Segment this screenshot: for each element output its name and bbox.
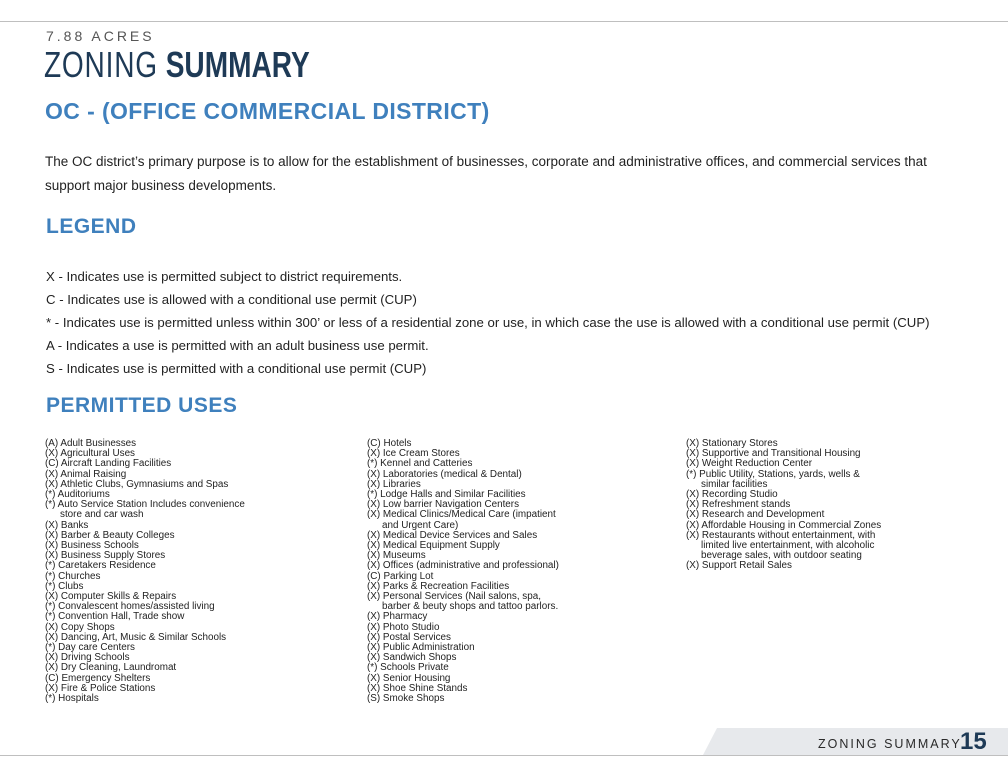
use-item: (*) Convention Hall, Trade show (45, 611, 185, 623)
uses-column-1 (45, 439, 245, 704)
use-item: (X) Parks & Recreation Facilities (367, 580, 510, 592)
use-item: (X) Medical Equipment Supply (367, 540, 500, 552)
use-item: (*) Lodge Halls and Similar Facilities (367, 489, 526, 501)
use-item: (X) Copy Shops (45, 621, 115, 633)
use-item: (X) Ice Cream Stores (367, 448, 460, 460)
use-item-continuation: and Urgent Care) (382, 519, 459, 531)
legend-item: S - Indicates use is permitted with a conditional use permit (CUP) (46, 361, 427, 376)
use-item: (X) Driving Schools (45, 652, 130, 664)
use-item: (X) Banks (45, 519, 89, 531)
use-item: (C) Parking Lot (367, 570, 434, 582)
use-item: (X) Recording Studio (686, 489, 778, 501)
use-item: (X) Fire & Police Stations (45, 682, 156, 694)
use-item: (X) Athletic Clubs, Gymnasiums and Spas (45, 478, 229, 490)
legend-item: * - Indicates use is permitted unless within 300’ or less of a residential zone or use, in which case the use is allowed with a conditional use permit (CUP) (46, 315, 930, 330)
legend-item: A - Indicates a use is permitted with an adult business use permit. (46, 338, 429, 353)
use-item: (*) Public Utility, Stations, yards, wells & (686, 468, 860, 480)
page-title (44, 43, 310, 87)
use-item: (X) Business Supply Stores (45, 550, 166, 562)
use-item: (A) Adult Businesses (45, 438, 137, 449)
use-item: (*) Day care Centers (45, 642, 135, 654)
use-item: (X) Agricultural Uses (45, 448, 135, 460)
use-item: (C) Hotels (367, 438, 412, 449)
legend-heading: LEGEND (46, 215, 137, 238)
use-item: (*) Auditoriums (45, 489, 110, 501)
district-heading: OC - (OFFICE COMMERCIAL DISTRICT) (45, 98, 490, 124)
use-item: (*) Convalescent homes/assisted living (45, 601, 215, 613)
use-item: (X) Refreshment stands (686, 499, 791, 511)
use-item: (X) Computer Skills & Repairs (45, 591, 177, 603)
use-item: (X) Restaurants without entertainment, with (686, 529, 876, 541)
uses-column-2 (367, 439, 559, 704)
use-item: (X) Weight Reduction Center (686, 458, 813, 470)
use-item: (*) Auto Service Station Includes convenience (45, 499, 245, 511)
use-item-continuation: similar facilities (701, 478, 768, 490)
top-divider (0, 21, 1008, 22)
uses-column-3 (686, 439, 881, 572)
use-item: (X) Senior Housing (367, 672, 451, 684)
legend-item: X - Indicates use is permitted subject to district requirements. (46, 269, 403, 284)
use-item: (X) Dry Cleaning, Laundromat (45, 662, 177, 674)
use-item-continuation: limited live entertainment, with alcoholic (701, 540, 875, 552)
use-item: (X) Laboratories (medical & Dental) (367, 468, 522, 480)
use-item-continuation: barber & beuty shops and tattoo parlors. (382, 601, 559, 613)
permitted-uses-heading: PERMITTED USES (46, 394, 238, 417)
use-item: (*) Kennel and Catteries (367, 458, 473, 470)
page-title-light: ZONING (44, 44, 158, 85)
use-item: (X) Offices (administrative and professional) (367, 560, 559, 572)
use-item: (X) Shoe Shine Stands (367, 682, 468, 694)
use-item: (X) Dancing, Art, Music & Similar Schools (45, 631, 227, 643)
use-item: (*) Churches (45, 570, 101, 582)
bottom-divider (0, 755, 1008, 756)
use-item-continuation: beverage sales, with outdoor seating (701, 550, 862, 562)
use-item: (*) Caretakers Residence (45, 560, 156, 572)
page-number: 15 (960, 728, 987, 755)
acreage-label: 7.88 ACRES (46, 28, 155, 44)
use-item: (C) Aircraft Landing Facilities (45, 458, 172, 470)
use-item: (X) Medical Clinics/Medical Care (impatient (367, 509, 556, 521)
use-item: (X) Barber & Beauty Colleges (45, 529, 175, 541)
use-item: (X) Libraries (367, 478, 421, 490)
use-item: (X) Animal Raising (45, 468, 127, 480)
district-purpose: The OC district’s primary purpose is to allow for the establishment of businesses, corporate and administrative offices, and commercial services that support major business developments. (45, 154, 927, 193)
use-item: (X) Photo Studio (367, 621, 440, 633)
use-item: (X) Research and Development (686, 509, 825, 521)
use-item-continuation: store and car wash (60, 509, 144, 521)
footer-label: ZONING SUMMARY (818, 737, 962, 751)
legend-list (46, 265, 930, 380)
use-item: (X) Postal Services (367, 631, 451, 643)
use-item: (X) Personal Services (Nail salons, spa, (367, 591, 541, 603)
use-item: (*) Clubs (45, 580, 84, 592)
use-item: (C) Emergency Shelters (45, 672, 151, 684)
use-item: (X) Low barrier Navigation Centers (367, 499, 520, 511)
use-item: (X) Sandwich Shops (367, 652, 457, 664)
use-item: (X) Medical Device Services and Sales (367, 529, 538, 541)
use-item: (X) Supportive and Transitional Housing (686, 448, 861, 460)
use-item: (*) Schools Private (367, 662, 449, 674)
use-item: (X) Pharmacy (367, 611, 428, 623)
use-item: (X) Public Administration (367, 642, 475, 654)
use-item: (X) Affordable Housing in Commercial Zones (686, 519, 882, 531)
use-item: (X) Museums (367, 550, 426, 562)
page-title-bold: SUMMARY (165, 44, 310, 85)
use-item: (X) Support Retail Sales (686, 560, 792, 572)
use-item: (*) Hospitals (45, 693, 99, 705)
legend-item: C - Indicates use is allowed with a conditional use permit (CUP) (46, 292, 417, 307)
use-item: (X) Business Schools (45, 540, 139, 552)
use-item: (X) Stationary Stores (686, 438, 778, 449)
use-item: (S) Smoke Shops (367, 693, 445, 705)
